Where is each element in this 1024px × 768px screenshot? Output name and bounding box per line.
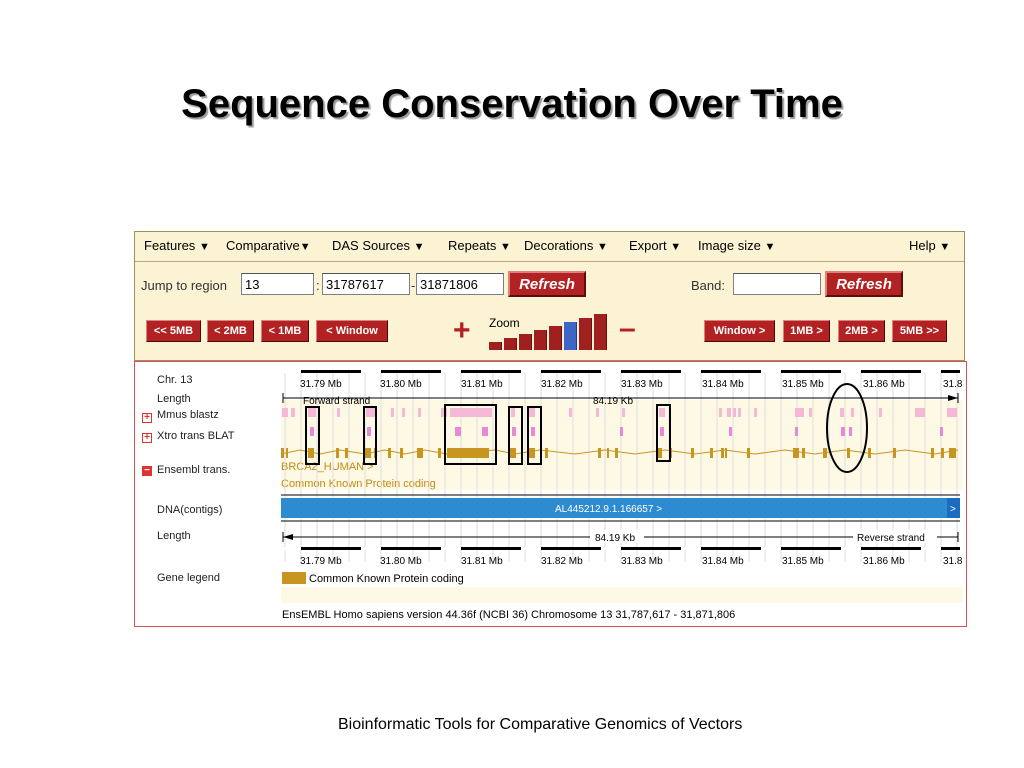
xtro-blat-block [841, 427, 845, 436]
nav-forward-5mb-button[interactable]: 5MB >> [892, 320, 947, 342]
bottom-scale-segment [441, 547, 461, 550]
gene-exon [336, 448, 339, 458]
mmus-conserved-block [391, 408, 394, 417]
contig-arrow-icon: > [950, 504, 956, 515]
menu-features[interactable]: Features ▼ [144, 238, 210, 253]
bottom-scale-segment [761, 547, 781, 550]
refresh-band-button[interactable]: Refresh [825, 271, 903, 297]
length-text-top: 84.19 Kb [593, 396, 634, 407]
mmus-conserved-block [795, 408, 804, 417]
xtro-blat-block [531, 427, 535, 436]
gene-exon [286, 448, 288, 458]
xtro-blat-block [729, 427, 732, 436]
mmus-conserved-block [511, 408, 515, 417]
mmus-conserved-block [308, 408, 316, 417]
dropdown-triangle-icon: ▼ [597, 241, 608, 253]
mmus-conserved-block [450, 408, 492, 417]
bottom-tick-label: 31.83 Mb [621, 556, 663, 567]
colon-separator: : [316, 278, 320, 293]
xtro-blat-block [512, 427, 516, 436]
mmus-conserved-block [915, 408, 925, 417]
gene-exon [438, 448, 441, 458]
chromosome-input[interactable] [241, 273, 314, 295]
refresh-region-button[interactable]: Refresh [508, 271, 586, 297]
gene-exon [931, 448, 934, 458]
top-tick-label: 31.81 Mb [461, 379, 503, 390]
mmus-conserved-block [659, 408, 665, 417]
band-input[interactable] [733, 273, 821, 295]
nav-forward-window-button[interactable]: Window > [704, 320, 775, 342]
end-position-input[interactable] [416, 273, 504, 295]
top-scale-segment [281, 370, 301, 373]
jump-to-region-label: Jump to region [141, 278, 227, 293]
gene-exon [868, 448, 871, 458]
zoom-level-1[interactable] [489, 342, 502, 350]
xtro-blat-block [620, 427, 623, 436]
top-scale-segment [441, 370, 461, 373]
bottom-tick-label: 31.79 Mb [300, 556, 342, 567]
mmus-conserved-block [947, 408, 957, 417]
xtro-blat-block [482, 427, 488, 436]
gene-exon [281, 448, 284, 458]
mmus-conserved-block [596, 408, 599, 417]
nav-back-window-button[interactable]: < Window [316, 320, 388, 342]
zoom-level-8[interactable] [594, 314, 607, 350]
top-tick-label: 31.80 Mb [380, 379, 422, 390]
genome-contig-view [134, 361, 967, 627]
slide-title: Sequence Conservation Over Time [181, 82, 843, 126]
chr-label: Chr. 13 [157, 374, 193, 386]
gene-exon [529, 448, 535, 458]
dna-contigs-label: DNA(contigs) [157, 504, 223, 516]
top-tick-label: 31.85 Mb [782, 379, 824, 390]
zoom-level-6[interactable] [564, 322, 577, 350]
start-position-input[interactable] [322, 273, 410, 295]
dropdown-triangle-icon: ▼ [939, 241, 951, 253]
xtro-blat-block [795, 427, 798, 436]
gene-legend-label: Gene legend [157, 572, 220, 584]
bottom-tick-label: 31.80 Mb [380, 556, 422, 567]
top-tick-label: 31.83 Mb [621, 379, 663, 390]
zoom-level-7[interactable] [579, 318, 592, 350]
ensembl-trans-label: Ensembl trans. [157, 464, 231, 476]
expand-mmus-icon[interactable]: + [142, 413, 152, 423]
mmus-conserved-block [754, 408, 757, 417]
gene-exon [388, 448, 391, 458]
bottom-scale-segment [681, 547, 701, 550]
xtro-blat-block [310, 427, 314, 436]
gene-exon [893, 448, 896, 458]
mmus-conserved-block [809, 408, 812, 417]
bottom-tick-label: 31.81 Mb [461, 556, 503, 567]
dash-separator: - [411, 278, 416, 293]
bottom-tick-label: 31.8 [943, 556, 963, 567]
version-text: EnsEMBL Homo sapiens version 44.36f (NCBI 36) Chromosome 13 31,787,617 - 31,871,806 [282, 609, 736, 621]
length-label-2: Length [157, 530, 191, 542]
gene-exon [345, 448, 348, 458]
menu-image-size[interactable]: Image size ▼ [698, 238, 776, 253]
dropdown-triangle-icon: ▼ [198, 241, 210, 253]
bottom-scale-segment [361, 547, 381, 550]
menu-comparative[interactable]: Comparative▼ [226, 238, 311, 253]
legend-swatch [282, 572, 306, 584]
menu-bar [135, 232, 964, 262]
band-label: Band: [691, 278, 725, 293]
dropdown-triangle-icon: ▼ [500, 241, 511, 253]
mmus-conserved-block [282, 408, 288, 417]
nav-back-1mb-button[interactable]: < 1MB [261, 320, 309, 342]
menu-help[interactable]: Help ▼ [909, 238, 951, 253]
nav-back-2mb-button[interactable]: < 2MB [207, 320, 254, 342]
reverse-strand-label: Reverse strand [857, 533, 925, 544]
top-tick-label: 31.82 Mb [541, 379, 583, 390]
transcript-name-link[interactable]: BRCA2_HUMAN > [281, 461, 374, 473]
dropdown-triangle-icon: ▼ [764, 241, 776, 253]
nav-forward-1mb-button[interactable]: 1MB > [783, 320, 830, 342]
gene-exon [545, 448, 548, 458]
top-scale-segment [521, 370, 541, 373]
top-scale-segment [921, 370, 941, 373]
gene-exon [691, 448, 694, 458]
top-scale-segment [601, 370, 621, 373]
top-tick-label: 31.8 [943, 379, 963, 390]
top-scale-segment [681, 370, 701, 373]
mmus-conserved-block [402, 408, 405, 417]
mmus-conserved-block [738, 408, 741, 417]
top-scale-segment [841, 370, 861, 373]
mmus-conserved-block [840, 408, 844, 417]
zoom-level-5[interactable] [549, 326, 562, 350]
forward-strand-label: Forward strand [303, 396, 371, 407]
ensembl-control-panel [134, 231, 965, 361]
xtro-blat-block [849, 427, 852, 436]
bottom-scale-segment [921, 547, 941, 550]
bottom-scale-segment [521, 547, 541, 550]
gene-exon [400, 448, 403, 458]
mmus-conserved-block [719, 408, 722, 417]
nav-forward-2mb-button[interactable]: 2MB > [838, 320, 885, 342]
mmus-conserved-block [879, 408, 882, 417]
gene-exon [308, 448, 314, 458]
gene-exon [949, 448, 956, 458]
bottom-scale-segment [601, 547, 621, 550]
bottom-tick-label: 31.82 Mb [541, 556, 583, 567]
length-text-bottom: 84.19 Kb [595, 533, 636, 544]
mmus-conserved-block [366, 408, 375, 417]
gene-exon [941, 448, 944, 458]
gene-exon [823, 448, 827, 458]
xtro-blat-block [660, 427, 664, 436]
top-scale-segment [361, 370, 381, 373]
transcript-type-label: Common Known Protein coding [281, 478, 436, 490]
gene-exon [725, 448, 727, 458]
menu-export[interactable]: Export ▼ [629, 238, 682, 253]
zoom-label: Zoom [489, 316, 520, 330]
legend-text: Common Known Protein coding [309, 573, 464, 585]
xtro-blat-block [940, 427, 943, 436]
mmus-conserved-block [733, 408, 736, 417]
gene-exon [607, 448, 609, 458]
gene-exon [615, 448, 618, 458]
bottom-tick-label: 31.84 Mb [702, 556, 744, 567]
top-tick-label: 31.79 Mb [300, 379, 342, 390]
bottom-tick-label: 31.85 Mb [782, 556, 824, 567]
contig-label: AL445212.9.1.166657 > [555, 504, 663, 515]
length-label: Length [157, 393, 191, 405]
gene-exon [365, 448, 371, 458]
slide-footer: Bioinformatic Tools for Comparative Genomics of Vectors [338, 716, 743, 733]
menu-repeats[interactable]: Repeats ▼ [448, 238, 511, 253]
gene-exon [598, 448, 601, 458]
menu-das-sources[interactable]: DAS Sources ▼ [332, 238, 425, 253]
xtro-blat-label: Xtro trans BLAT [157, 430, 235, 442]
bottom-scale-segment [841, 547, 861, 550]
gene-exon [793, 448, 799, 458]
collapse-ensembl-icon[interactable]: − [142, 466, 152, 476]
gene-exon [710, 448, 713, 458]
top-tick-label: 31.84 Mb [702, 379, 744, 390]
gene-exon [417, 448, 423, 458]
dropdown-triangle-icon: ▼ [670, 241, 682, 253]
mmus-conserved-block [727, 408, 731, 417]
track-graphics [135, 362, 966, 626]
dropdown-triangle-icon: ▼ [413, 241, 425, 253]
gene-exon [510, 448, 516, 458]
mmus-blastz-label: Mmus blastz [157, 409, 219, 421]
zoom-level-2[interactable] [504, 338, 517, 350]
gene-exon [847, 448, 850, 458]
dropdown-triangle-icon: ▼ [299, 241, 311, 253]
expand-xtro-icon[interactable]: + [142, 433, 152, 443]
zoom-level-3[interactable] [519, 334, 532, 350]
bottom-tick-label: 31.86 Mb [863, 556, 905, 567]
gene-exon [747, 448, 750, 458]
gene-exon [721, 448, 724, 458]
mmus-conserved-block [569, 408, 572, 417]
menu-decorations[interactable]: Decorations ▼ [524, 238, 608, 253]
zoom-out-icon[interactable]: – [619, 312, 636, 345]
top-scale-segment [761, 370, 781, 373]
mmus-conserved-block [291, 408, 295, 417]
gene-exon [447, 448, 489, 458]
mmus-conserved-block [851, 408, 854, 417]
gene-intron-line [281, 450, 958, 454]
bottom-scale-segment [281, 547, 301, 550]
xtro-blat-block [367, 427, 371, 436]
zoom-in-icon[interactable]: + [453, 314, 471, 347]
mmus-conserved-block [418, 408, 421, 417]
xtro-blat-block [455, 427, 461, 436]
mmus-conserved-block [622, 408, 625, 417]
nav-back-5mb-button[interactable]: << 5MB [146, 320, 201, 342]
zoom-level-4[interactable] [534, 330, 547, 350]
top-tick-label: 31.86 Mb [863, 379, 905, 390]
mmus-conserved-block [337, 408, 340, 417]
gene-exon [802, 448, 805, 458]
